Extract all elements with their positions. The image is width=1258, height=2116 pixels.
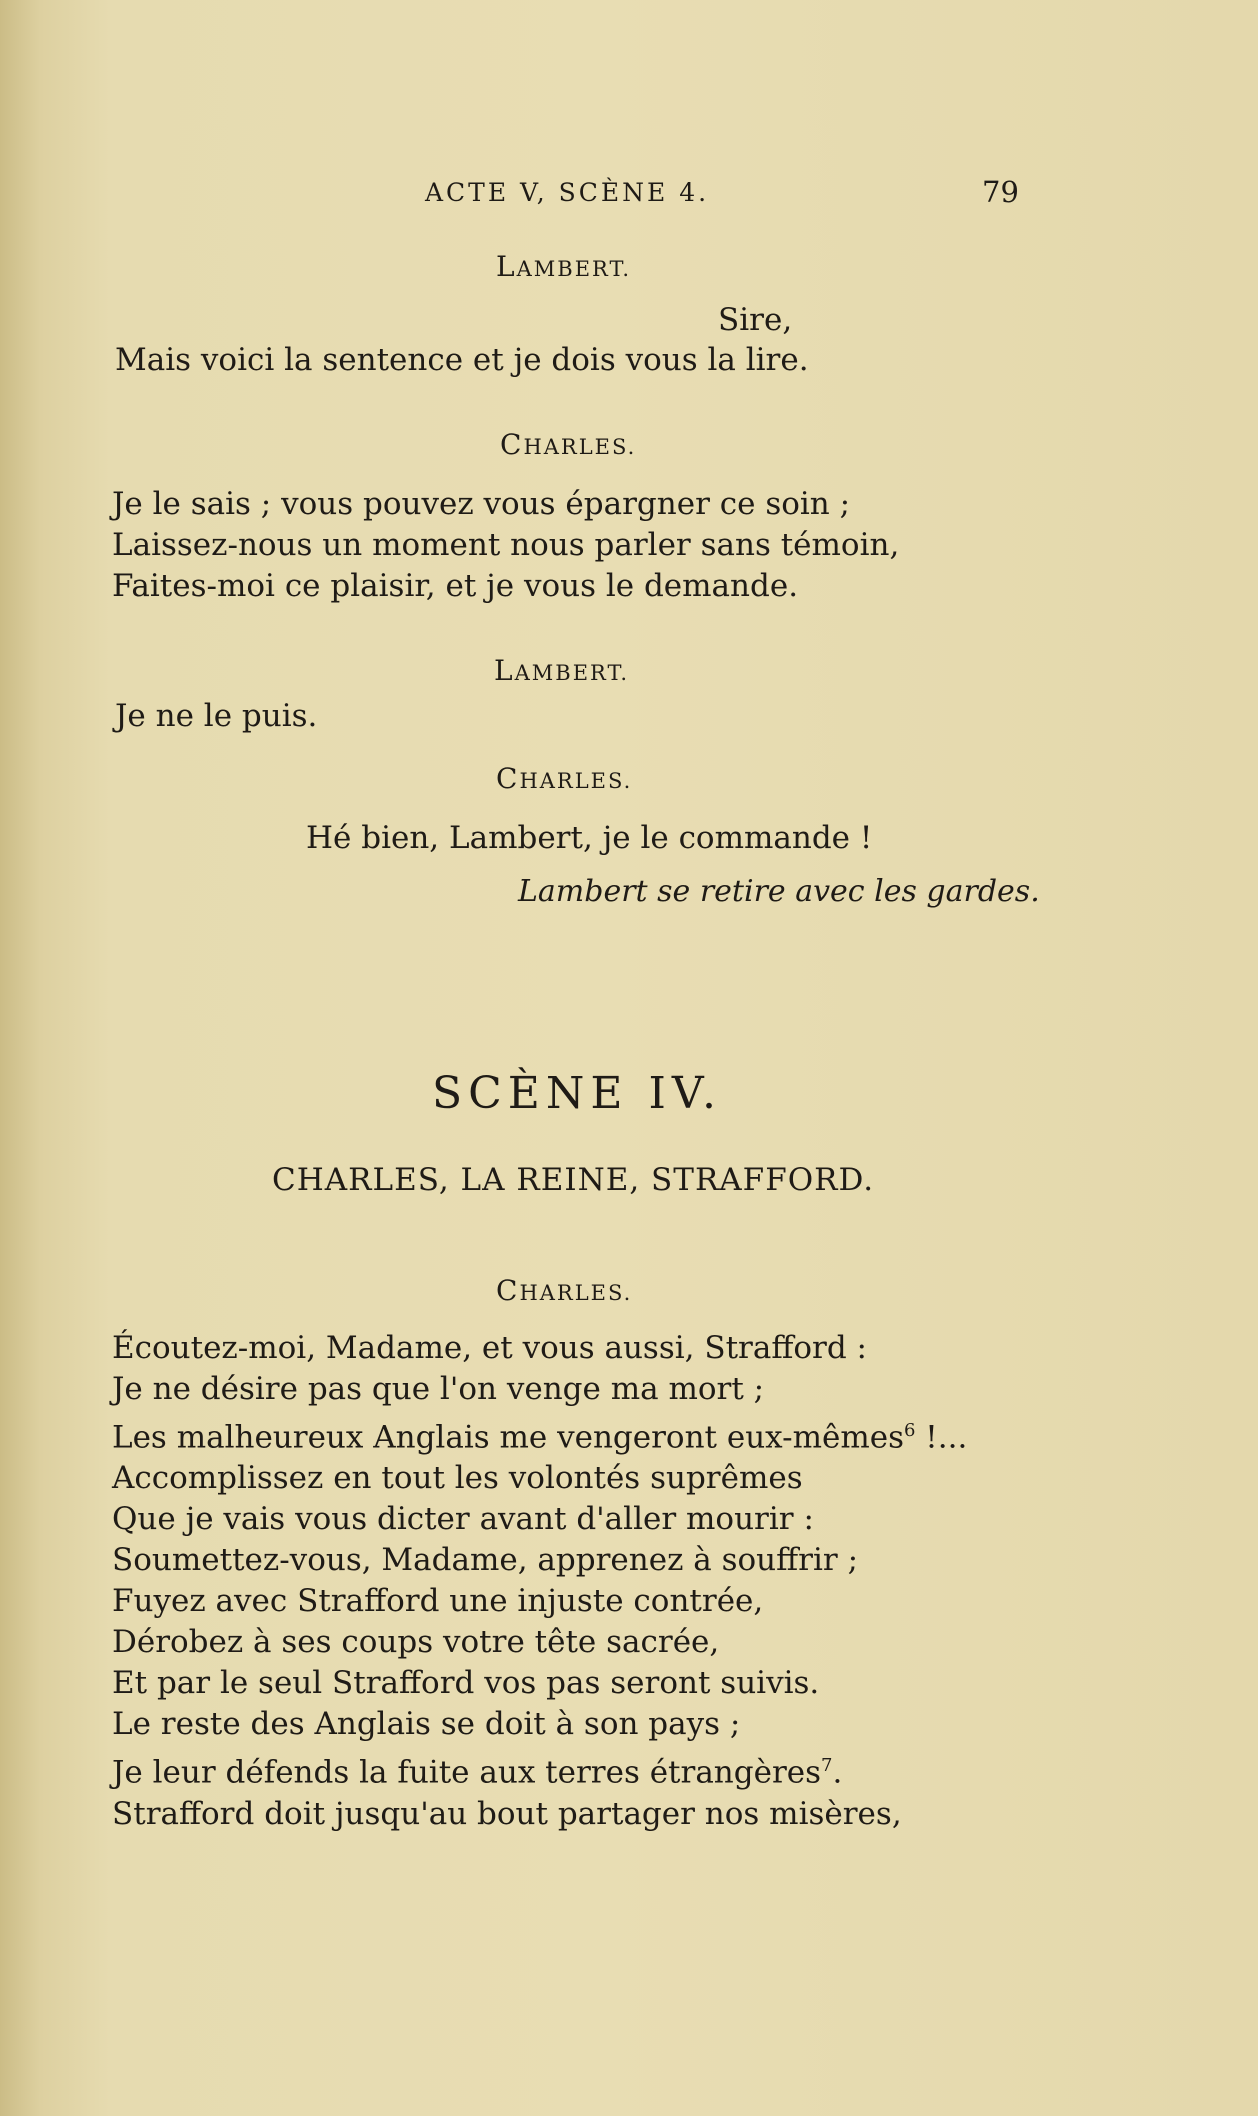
verse-line: Et par le seul Strafford vos pas seront suivis. <box>112 1665 820 1702</box>
stage-direction: Lambert se retire avec les gardes. <box>518 874 1040 909</box>
verse-line: Les malheureux Anglais me vengeront eux-mêmes$^6$ !... <box>112 1419 968 1456</box>
verse-line: Je ne le puis. <box>115 698 318 734</box>
speaker-lambert: LAMBERT. <box>494 654 630 687</box>
speaker-charles: CHARLES. <box>500 428 637 461</box>
speaker-lambert: LAMBERT. <box>496 250 632 283</box>
verse-line: Je le sais ; vous pouvez vous épargner ce soin ; <box>112 486 851 522</box>
running-title: ACTE V, SCÈNE 4. <box>425 178 710 207</box>
scene-characters: CHARLES, LA REINE, STRAFFORD. <box>272 1162 875 1198</box>
verse-line: Soumettez-vous, Madame, apprenez à souffrir ; <box>112 1542 859 1579</box>
verse-line: Faites-moi ce plaisir, et je vous le demande. <box>112 568 799 604</box>
verse-line: Le reste des Anglais se doit à son pays ; <box>112 1706 741 1743</box>
footnote-mark: 7 <box>821 1755 833 1777</box>
verse-line: Que je vais vous dicter avant d'aller mourir : <box>112 1501 814 1538</box>
verse-line: Accomplissez en tout les volontés suprêmes <box>112 1460 803 1497</box>
verse-block <box>112 1328 967 1835</box>
verse-line: Fuyez avec Strafford une injuste contrée, <box>112 1583 764 1620</box>
speaker-charles: CHARLES. <box>496 1274 633 1307</box>
footnote-mark: 6 <box>903 1420 916 1441</box>
page-number: 79 <box>982 175 1019 209</box>
verse-line: Strafford doit jusqu'au bout partager nos misères, <box>112 1795 902 1832</box>
verse-block <box>112 484 899 607</box>
verse-line: Écoutez-moi, Madame, et vous aussi, Strafford : <box>112 1330 868 1366</box>
verse-line: Hé bien, Lambert, je le commande ! <box>306 820 873 856</box>
verse-line: Je leur défends la fuite aux terres étrangères$^7$. <box>112 1754 843 1791</box>
verse-line: Laissez-nous un moment nous parler sans témoin, <box>112 527 900 563</box>
verse-line: Dérobez à ses coups votre tête sacrée, <box>112 1624 720 1661</box>
speaker-charles: CHARLES. <box>496 762 633 795</box>
scene-title: SCÈNE IV. <box>432 1068 722 1119</box>
verse-line: Je ne désire pas que l'on venge ma mort ; <box>112 1371 765 1407</box>
verse-line: Sire, <box>718 302 793 338</box>
verse-line: Mais voici la sentence et je dois vous la lire. <box>115 342 809 378</box>
